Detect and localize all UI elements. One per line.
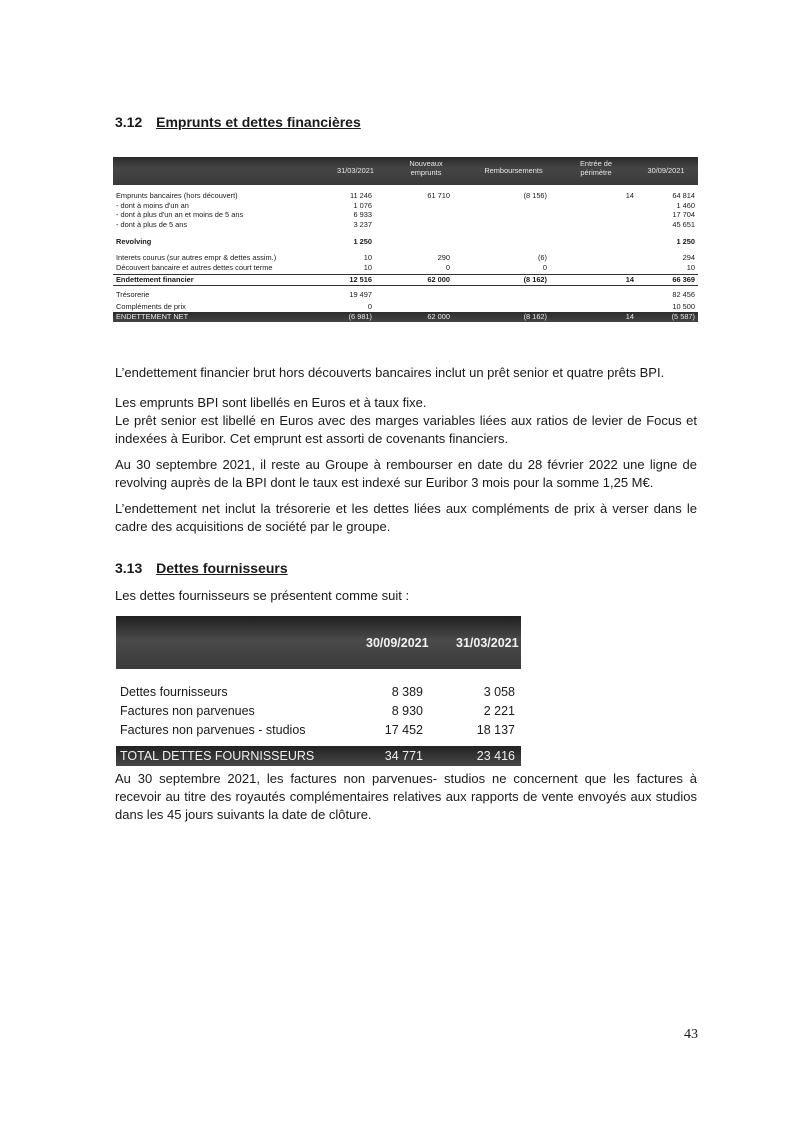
- cell: 10: [363, 252, 372, 262]
- cell: 1 460: [676, 200, 695, 210]
- cell: (6 981): [348, 311, 372, 321]
- cell: 3 058: [483, 685, 515, 699]
- table-row: [116, 702, 521, 721]
- row-label: Factures non parvenues - studios: [120, 723, 306, 737]
- table-row: [113, 253, 698, 263]
- section-number: 3.12: [115, 114, 143, 130]
- cell: 10 500: [672, 302, 695, 312]
- paragraph: Au 30 septembre 2021, il reste au Groupe à rembourser en date du 28 février 2022 une ligne de revolving auprès de la BPI dont le taux est indexé sur Euribor 3 mois pour la somme 1,25 M€.: [115, 457, 697, 490]
- cell: 45 651: [672, 219, 695, 229]
- financial-debt-table: [113, 157, 698, 322]
- table-row: [113, 191, 698, 201]
- row-label: - dont à plus de 5 ans: [116, 219, 188, 229]
- table-row: [113, 201, 698, 211]
- cell: 1 250: [676, 237, 695, 247]
- table-row: [113, 290, 698, 300]
- row-label: Découvert bancaire et autres dettes court terme: [116, 262, 273, 272]
- cell: 19 497: [349, 289, 372, 299]
- cell: 290: [437, 252, 450, 262]
- cell: 3 237: [353, 219, 372, 229]
- cell: (8 162): [523, 311, 547, 321]
- cell: 11 246: [349, 191, 372, 200]
- paragraph: L’endettement net inclut la trésorerie et les dettes liées aux compléments de prix à verser dans le cadre des acquisitions de société par le groupe.: [115, 501, 697, 534]
- table-row: [116, 683, 521, 702]
- header-col: Entrée de périmètre: [579, 159, 613, 177]
- cell: 62 000: [427, 275, 450, 285]
- paragraph: Les emprunts BPI sont libellés en Euros et à taux fixe.: [115, 395, 427, 410]
- cell: 8 930: [391, 704, 423, 718]
- row-label: Endettement financier: [116, 275, 194, 285]
- page-number: 43: [684, 1027, 698, 1042]
- row-label: Dettes fournisseurs: [120, 685, 228, 699]
- cell: 6 933: [353, 210, 372, 220]
- header-col: Nouveaux emprunts: [409, 159, 443, 177]
- table-row: [113, 210, 698, 220]
- cell: 14: [625, 311, 634, 321]
- net-debt-row: [113, 312, 698, 322]
- cell: 34 771: [384, 749, 423, 763]
- section-heading: Dettes fournisseurs: [156, 560, 288, 576]
- cell: 12 516: [349, 275, 372, 285]
- section-number: 3.13: [115, 560, 143, 576]
- cell: (8 162): [523, 275, 547, 285]
- cell: 23 416: [476, 749, 515, 763]
- cell: 17 704: [672, 210, 695, 220]
- cell: (5 587): [671, 311, 695, 321]
- row-label: Interets courus (sur autres empr & dettes assim.): [116, 252, 277, 262]
- table-row: [113, 274, 698, 286]
- section-title-3-13: [115, 560, 288, 576]
- total-row: [116, 746, 521, 766]
- cell: 18 137: [476, 723, 515, 737]
- table-row: [113, 220, 698, 230]
- cell: 82 456: [672, 289, 695, 299]
- cell: 17 452: [384, 723, 423, 737]
- cell: 66 369: [672, 275, 695, 285]
- row-label: Compléments de prix: [116, 302, 186, 312]
- intro-text: Les dettes fournisseurs se présentent comme suit :: [115, 588, 410, 603]
- row-label: TOTAL DETTES FOURNISSEURS: [120, 749, 315, 763]
- cell: (6): [537, 252, 547, 262]
- cell: 14: [625, 191, 634, 200]
- table-row: [113, 237, 698, 247]
- supplier-debt-table: [116, 616, 521, 766]
- table-row: [113, 302, 698, 312]
- cell: 0: [367, 302, 372, 312]
- cell: (8 156): [523, 191, 547, 200]
- table-row: [113, 263, 698, 273]
- header-col: 31/03/2021: [337, 166, 374, 175]
- cell: 1 250: [353, 237, 372, 247]
- row-label: ENDETTEMENT NET: [116, 311, 189, 321]
- row-label: Factures non parvenues: [120, 704, 255, 718]
- header-col: 30/09/2021: [647, 166, 685, 175]
- cell: 294: [682, 252, 695, 262]
- header-col: Remboursements: [484, 166, 543, 175]
- cell: 8 389: [391, 685, 423, 699]
- row-label: Revolving: [116, 237, 152, 247]
- section-title-3-12: [115, 114, 361, 130]
- table-header: [116, 616, 521, 669]
- row-label: - dont à plus d'un an et moins de 5 ans: [116, 210, 244, 220]
- cell: 0: [542, 262, 547, 272]
- paragraph: L’endettement financier brut hors découverts bancaires inclut un prêt senior et quatre prêts BPI.: [115, 365, 665, 380]
- cell: 2 221: [483, 704, 515, 718]
- cell: 61 710: [427, 191, 450, 200]
- paragraph: Au 30 septembre 2021, les factures non parvenues- studios ne concernent que les factures à recevoir au titre des royautés complémentaires relatives aux rapports de vente envoyés aux studios dans les 45 jours suivants la date de clôture.: [115, 771, 697, 822]
- table-row: [116, 721, 521, 740]
- cell: 1 076: [353, 200, 372, 210]
- header-col: 30/09/2021: [366, 636, 429, 650]
- cell: 10: [686, 262, 695, 272]
- cell: 10: [363, 262, 372, 272]
- header-col: 31/03/2021: [456, 636, 519, 650]
- row-label: Trésorerie: [116, 289, 150, 299]
- cell: 64 814: [672, 191, 695, 200]
- row-label: - dont à moins d'un an: [116, 200, 189, 210]
- table-header: [113, 157, 698, 185]
- paragraph: Le prêt senior est libellé en Euros avec des marges variables liées aux ratios de levier de Focus et indexées à Euribor. Cet emprunt est assorti de covenants financiers.: [115, 413, 697, 446]
- row-label: Emprunts bancaires (hors découvert): [116, 191, 238, 200]
- section-heading: Emprunts et dettes financières: [156, 114, 361, 130]
- cell: 14: [625, 275, 634, 285]
- cell: 62 000: [427, 311, 450, 321]
- cell: 0: [445, 262, 450, 272]
